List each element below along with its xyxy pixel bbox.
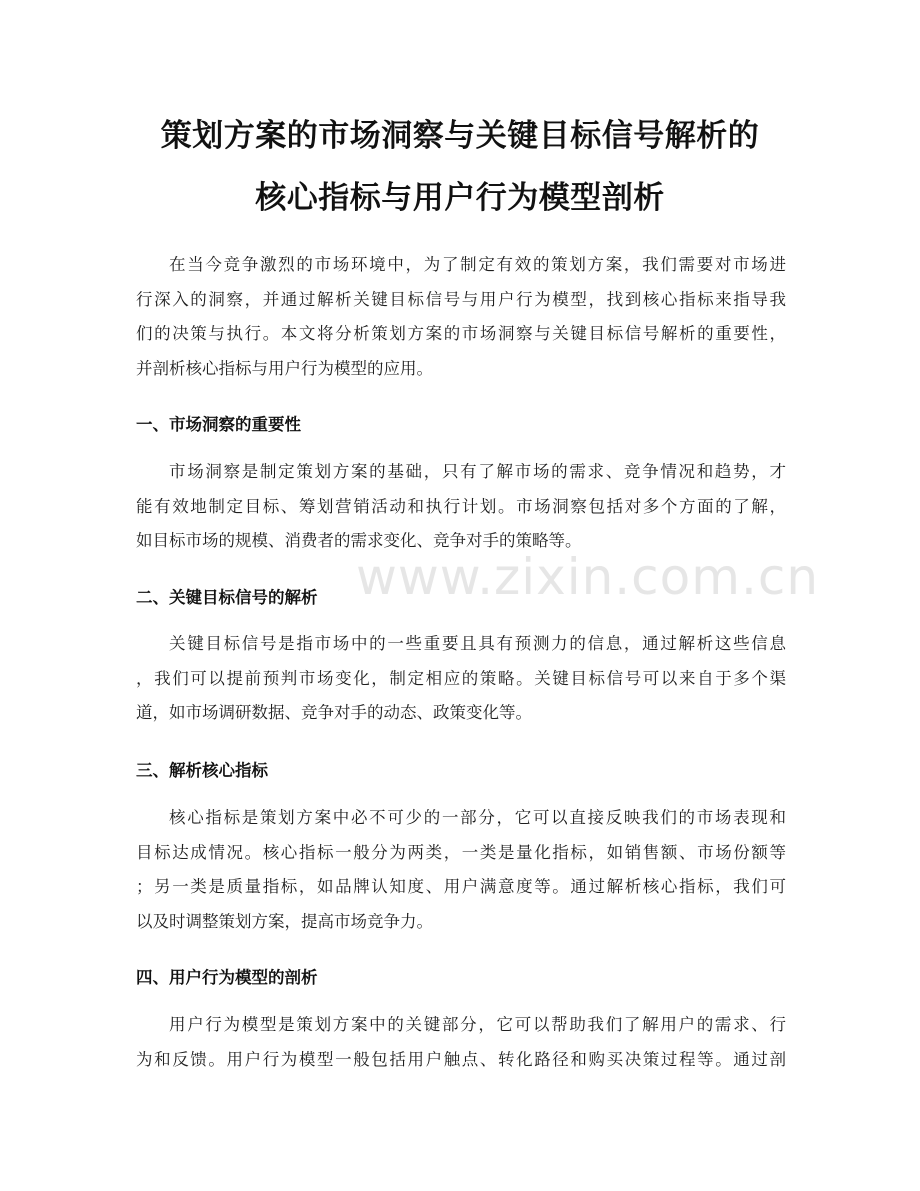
paragraph-line: 们的决策与执行。本文将分析策划方案的市场洞察与关键目标信号解析的重要性，	[136, 324, 786, 344]
watermark: www.zixin.com.cn	[356, 548, 820, 606]
intro-paragraph	[136, 248, 786, 386]
section-heading-2: 二、关键目标信号的解析	[136, 588, 318, 607]
section-heading-4: 四、用户行为模型的剖析	[136, 968, 318, 987]
section-heading-3: 三、解析核心指标	[136, 761, 268, 780]
paragraph-line: 道，如市场调研数据、竞争对手的动态、政策变化等。	[136, 703, 532, 723]
paragraph-line: ，我们可以提前预判市场变化，制定相应的策略。关键目标信号可以来自于多个渠	[136, 668, 786, 688]
paragraph-line: 并剖析核心指标与用户行为模型的应用。	[136, 358, 433, 378]
paragraph-line: 核心指标是策划方案中必不可少的一部分，它可以直接反映我们的市场表现和	[169, 808, 786, 827]
paragraph-line: 如目标市场的规模、消费者的需求变化、竞争对手的策略等。	[136, 531, 582, 551]
paragraph-line: 用户行为模型是策划方案中的关键部分，它可以帮助我们了解用户的需求、行	[169, 1015, 786, 1034]
section-1-paragraph	[136, 455, 786, 559]
paragraph-line: 能有效地制定目标、筹划营销活动和执行计划。市场洞察包括对多个方面的了解，	[136, 496, 786, 516]
paragraph-line: 行深入的洞察，并通过解析关键目标信号与用户行为模型，找到核心指标来指导我	[136, 289, 786, 309]
section-3-paragraph	[136, 801, 786, 939]
paragraph-line: 市场洞察是制定策划方案的基础，只有了解市场的需求、竞争情况和趋势，才	[169, 462, 786, 481]
paragraph-line: ；另一类是质量指标，如品牌认知度、用户满意度等。通过解析核心指标，我们可	[136, 877, 786, 897]
paragraph-line: 关键目标信号是指市场中的一些重要且具有预测力的信息，通过解析这些信息	[169, 634, 786, 653]
paragraph-line: 以及时调整策划方案，提高市场竞争力。	[136, 911, 433, 931]
section-heading-1: 一、市场洞察的重要性	[136, 415, 301, 434]
section-2-paragraph	[136, 627, 786, 731]
section-4-paragraph	[136, 1008, 786, 1077]
paragraph-line: 在当今竞争激烈的市场环境中，为了制定有效的策划方案，我们需要对市场进	[169, 255, 786, 274]
paragraph-line: 为和反馈。用户行为模型一般包括用户触点、转化路径和购买决策过程等。通过剖	[136, 1049, 786, 1069]
document-title-line-2: 核心指标与用户行为模型剖析	[255, 180, 665, 216]
paragraph-line: 目标达成情况。核心指标一般分为两类，一类是量化指标，如销售额、市场份额等	[136, 842, 786, 862]
document-title-line-1: 策划方案的市场洞察与关键目标信号解析的	[160, 118, 760, 154]
